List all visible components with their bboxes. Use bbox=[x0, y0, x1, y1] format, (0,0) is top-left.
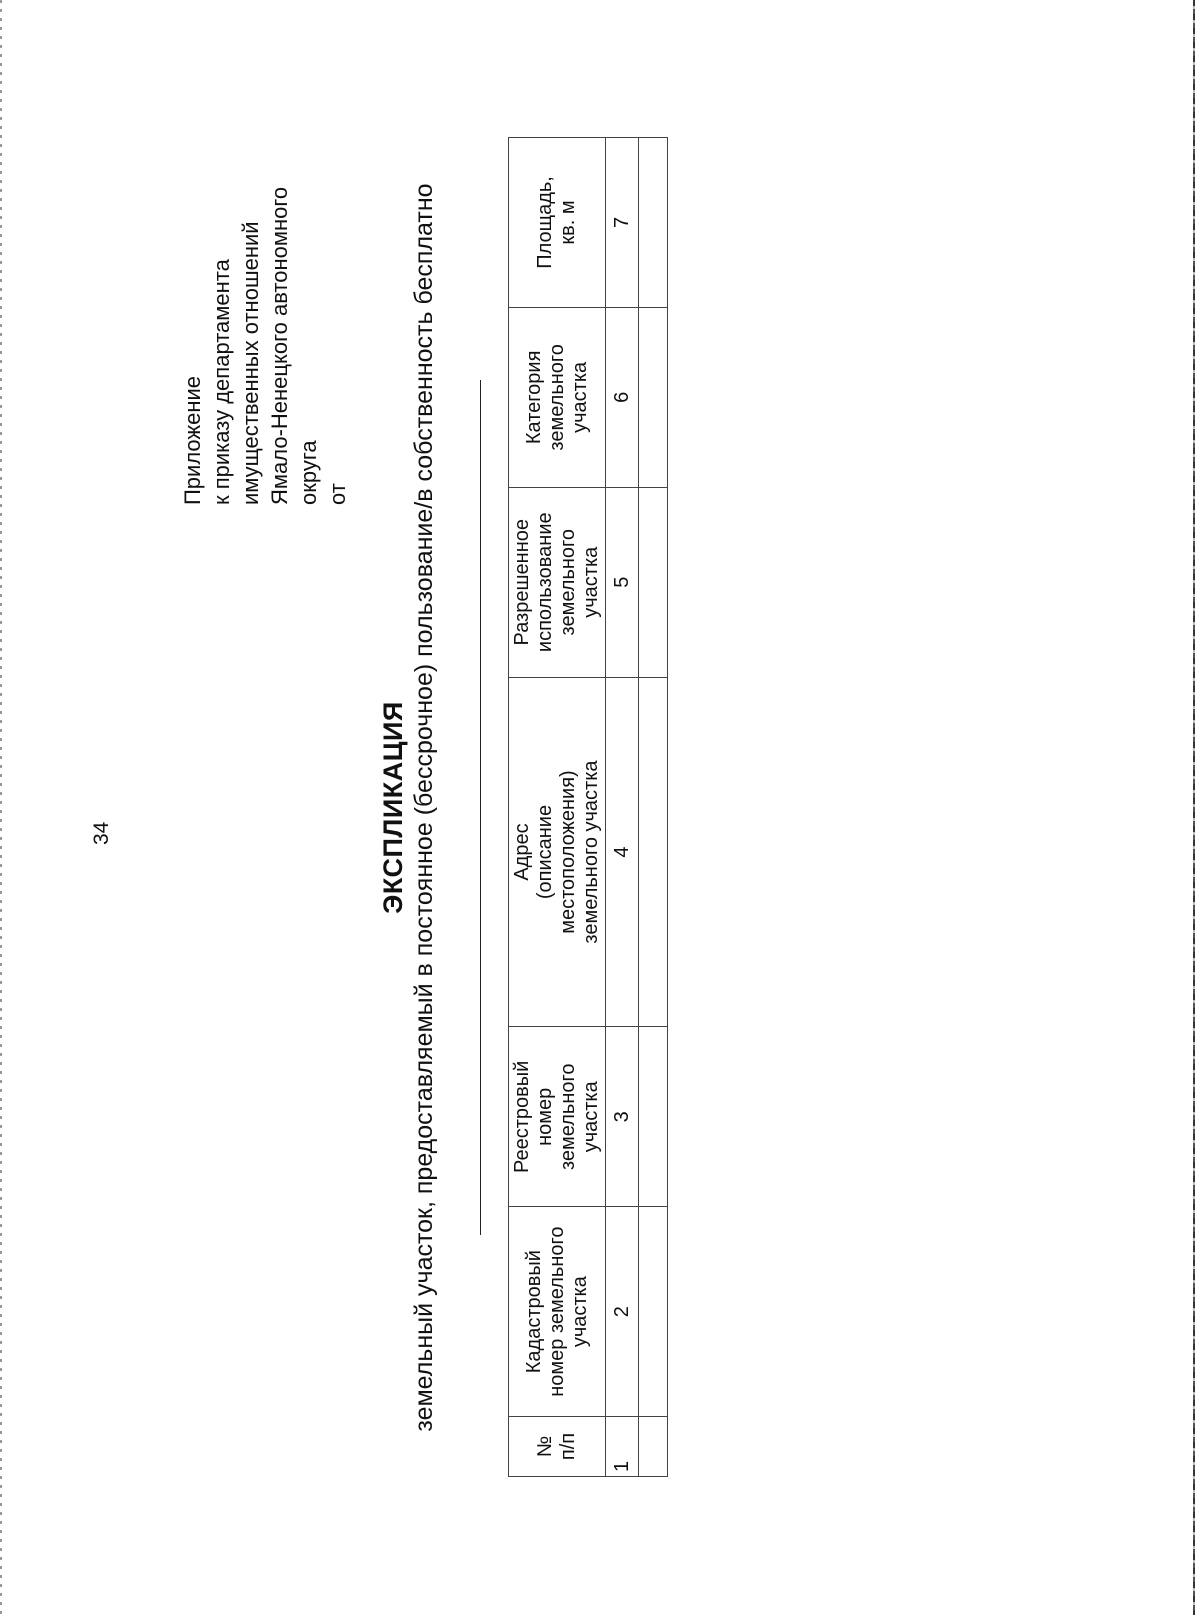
header-cell-number bbox=[509, 1417, 606, 1477]
page-number: 34 bbox=[90, 821, 113, 845]
explication-table bbox=[508, 137, 668, 1477]
annex-line: округа bbox=[296, 440, 321, 505]
table-cell bbox=[639, 307, 668, 487]
header-line: участка bbox=[580, 1081, 602, 1153]
header-line: местоположения) bbox=[557, 770, 579, 934]
column-number: 1 bbox=[606, 1417, 639, 1477]
header-line: Реестровый bbox=[511, 1060, 533, 1173]
header-line: Разрешенное bbox=[511, 518, 533, 646]
annex-line: имущественных отношений bbox=[238, 221, 263, 505]
annex-line: Приложение bbox=[180, 375, 205, 505]
document-subtitle: земельный участок, предоставляемый в постоянное (бессрочное) пользование/в собственность бесплатно bbox=[410, 183, 438, 1432]
table-cell bbox=[639, 677, 668, 1027]
header-cell-registry bbox=[509, 1027, 606, 1207]
header-line: земельного bbox=[557, 1063, 579, 1171]
header-line: Кадастровый bbox=[522, 1250, 545, 1374]
header-line: участка bbox=[568, 361, 591, 433]
column-number: 7 bbox=[606, 138, 639, 308]
header-cell-cadastral bbox=[509, 1207, 606, 1417]
table-header-row bbox=[509, 138, 606, 1477]
annex-line: к приказу департамента bbox=[209, 259, 234, 505]
column-number: 5 bbox=[606, 487, 639, 677]
annex-line: Ямало-Ненецкого автономного bbox=[267, 186, 292, 505]
column-number-row bbox=[606, 138, 639, 1477]
header-line: земельного bbox=[545, 344, 568, 451]
header-line: № bbox=[534, 1435, 556, 1458]
table-cell bbox=[639, 1417, 668, 1477]
header-line: Адрес bbox=[511, 823, 533, 881]
header-cell-category bbox=[509, 307, 606, 487]
header-line: использование bbox=[534, 512, 556, 653]
header-line: Категория bbox=[522, 350, 545, 445]
table-cell bbox=[639, 487, 668, 677]
header-line: п/п bbox=[557, 1432, 579, 1461]
header-line: Площадь, bbox=[534, 176, 556, 269]
annex-block bbox=[178, 187, 352, 505]
header-cell-area bbox=[509, 138, 606, 308]
header-line: участка bbox=[580, 546, 602, 618]
header-line: участка bbox=[568, 1276, 591, 1348]
annex-line: от bbox=[325, 483, 350, 505]
header-cell-address bbox=[509, 677, 606, 1027]
table-cell bbox=[639, 1027, 668, 1207]
header-line: земельного участка bbox=[580, 760, 602, 944]
header-cell-permitted-use bbox=[509, 487, 606, 677]
document-title: ЭКСПЛИКАЦИЯ bbox=[378, 701, 408, 914]
column-number: 2 bbox=[606, 1207, 639, 1417]
header-line: кв. м bbox=[557, 200, 579, 245]
header-line: номер bbox=[534, 1087, 556, 1146]
table-cell bbox=[639, 1207, 668, 1417]
table-row bbox=[639, 138, 668, 1477]
header-line: земельного bbox=[557, 528, 579, 636]
header-line: номер земельного bbox=[545, 1226, 568, 1397]
column-number: 3 bbox=[606, 1027, 639, 1207]
subtitle-underline bbox=[480, 380, 481, 1235]
table-cell bbox=[639, 138, 668, 308]
header-line: (описание bbox=[534, 804, 556, 900]
column-number: 4 bbox=[606, 677, 639, 1027]
column-number: 6 bbox=[606, 307, 639, 487]
